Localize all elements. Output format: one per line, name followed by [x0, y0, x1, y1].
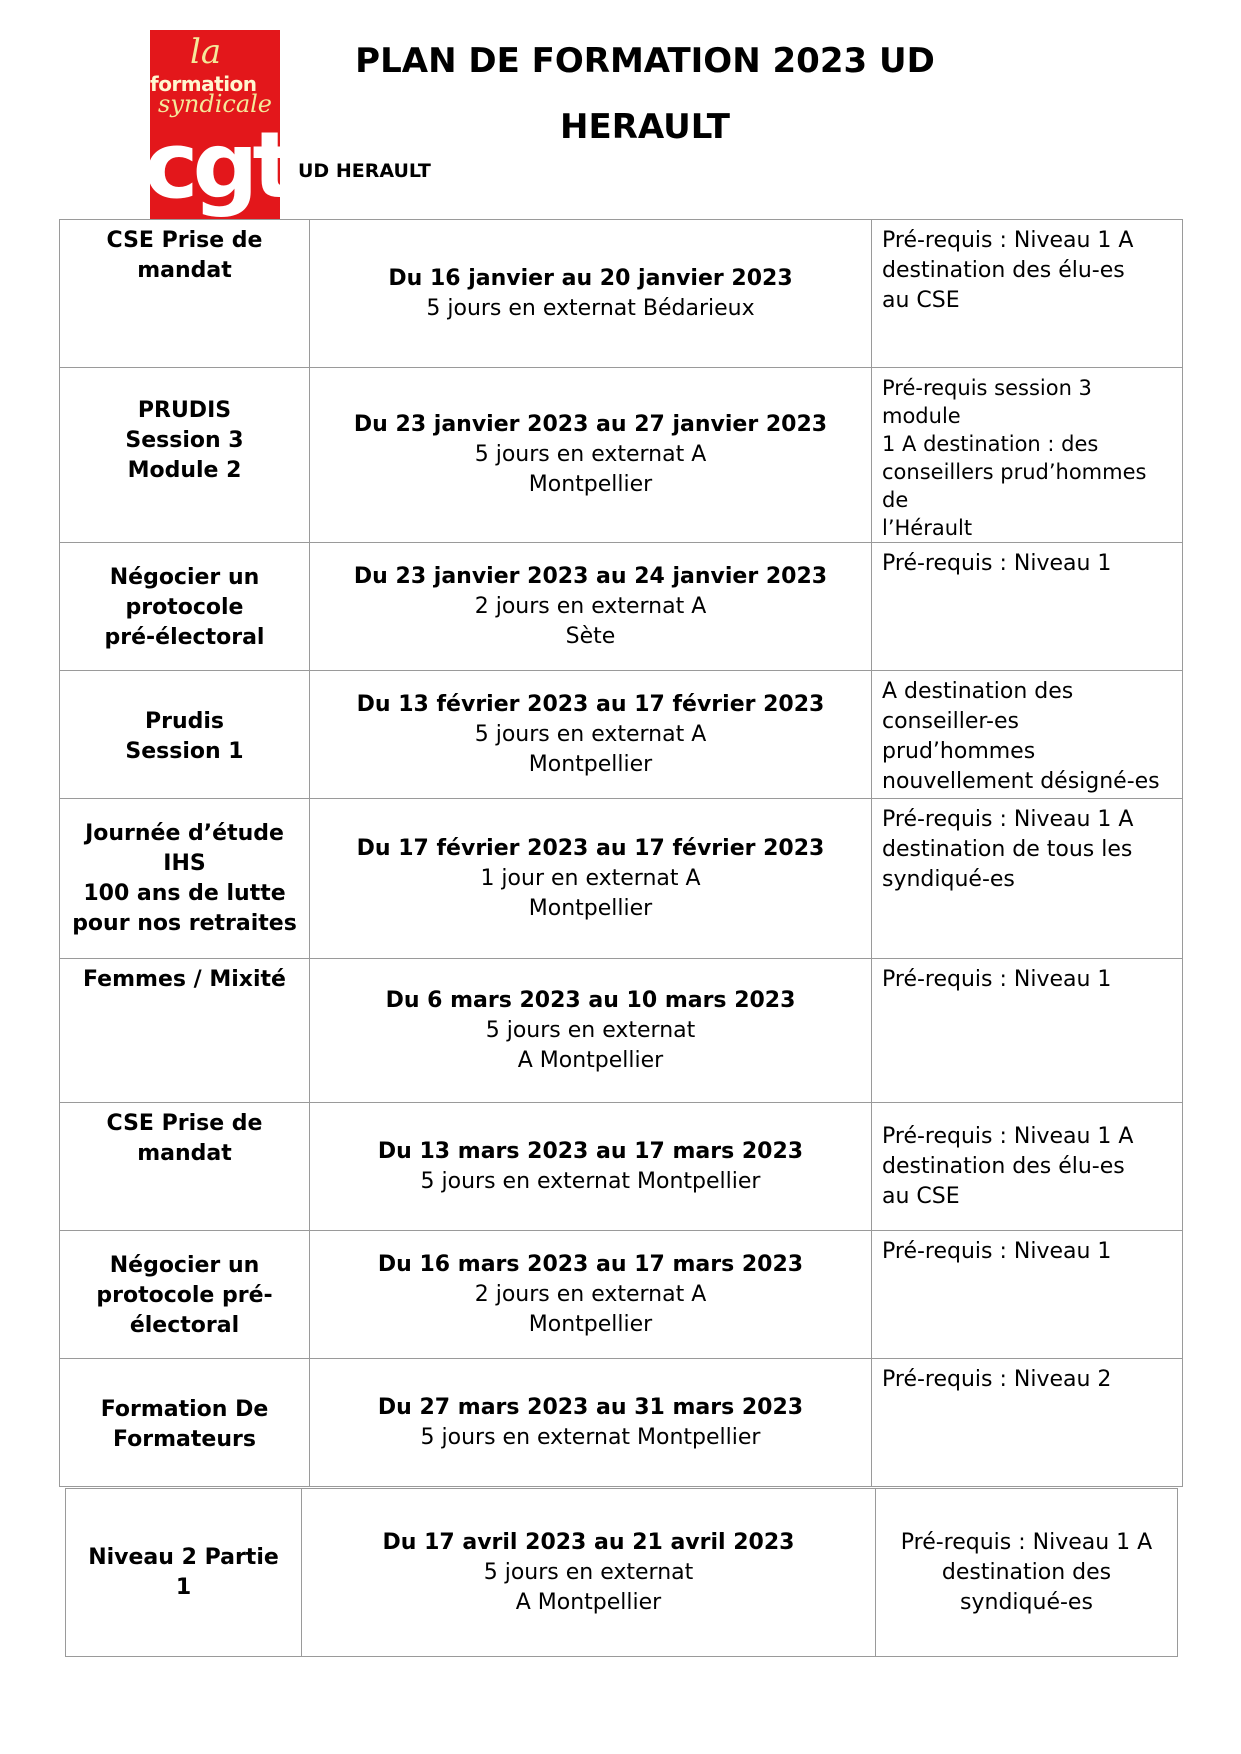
text-line: pré-électoral [104, 625, 265, 650]
training-title [60, 368, 310, 543]
text-line: A destination des [882, 679, 1074, 704]
table-row [60, 543, 1183, 671]
text-line: au CSE [882, 1183, 960, 1209]
training-date: Du 16 mars 2023 au 17 mars 2023 [377, 1251, 804, 1277]
logo-syndicale: syndicale [158, 90, 272, 118]
text-line: Pré-requis : Niveau 1 A [900, 1529, 1153, 1555]
text-line: Pré-requis : Niveau 1 [882, 551, 1112, 576]
text-line: Pré-requis : Niveau 1 A [882, 807, 1134, 832]
table-row [60, 1231, 1183, 1359]
training-notes [872, 368, 1183, 543]
text-line: 5 jours en externat [485, 1017, 696, 1043]
text-line: A Montpellier [517, 1047, 664, 1073]
text-line: 2 jours en externat A [474, 1281, 707, 1307]
cgt-formation-syndicale-logo [144, 30, 291, 220]
training-date-cell [310, 1103, 872, 1231]
table-row [66, 1489, 1178, 1657]
text-line: PRUDIS [137, 398, 232, 423]
training-date: Du 6 mars 2023 au 10 mars 2023 [385, 987, 796, 1013]
training-date: Du 27 mars 2023 au 31 mars 2023 [377, 1394, 804, 1420]
text-line: Formation De [100, 1397, 269, 1422]
text-line: destination des [941, 1559, 1112, 1585]
text-line: Négocier un [109, 565, 260, 590]
text-line: Négocier un [109, 1253, 260, 1278]
training-notes [872, 543, 1183, 671]
text-line: Formateurs [113, 1427, 256, 1452]
text-line: Session 3 [125, 428, 244, 453]
text-line: 2 jours en externat A [474, 593, 707, 619]
table-row [60, 1103, 1183, 1231]
text-line: mandat [137, 1141, 232, 1166]
text-line: 1 A destination : des [882, 432, 1099, 456]
text-line: Prudis [144, 709, 225, 734]
training-date: Du 16 janvier au 20 janvier 2023 [388, 265, 793, 291]
training-date: Du 13 février 2023 au 17 février 2023 [356, 691, 825, 717]
training-notes [872, 1359, 1183, 1487]
text-line: Pré-requis session 3 module [882, 376, 1092, 428]
training-notes [872, 1231, 1183, 1359]
training-date-cell [310, 368, 872, 543]
text-line: Sète [565, 623, 616, 649]
table-row [60, 368, 1183, 543]
training-date-cell [310, 543, 872, 671]
table-row [60, 1359, 1183, 1487]
training-notes [872, 959, 1183, 1103]
training-date-cell [310, 799, 872, 959]
text-line: Journée d’étude [85, 821, 284, 846]
logo-cgt: cgt [144, 112, 291, 219]
text-line: destination des élu-es [882, 258, 1125, 283]
training-title [60, 799, 310, 959]
text-line: Pré-requis : Niveau 1 A [882, 228, 1134, 253]
text-line: électoral [129, 1313, 240, 1338]
text-line: 5 jours en externat A [474, 721, 707, 747]
logo-formation: formation [150, 72, 257, 96]
text-line: 5 jours en externat Montpellier [420, 1424, 761, 1450]
text-line: 5 jours en externat A [474, 442, 707, 467]
table-row [60, 220, 1183, 368]
text-line: Montpellier [528, 895, 653, 921]
training-date: Du 23 janvier 2023 au 24 janvier 2023 [353, 563, 828, 589]
text-line: Module 2 [127, 458, 242, 483]
training-notes [876, 1489, 1178, 1657]
table-row [60, 671, 1183, 799]
training-date-cell [310, 220, 872, 368]
training-date-cell [302, 1489, 876, 1657]
table-row [60, 799, 1183, 959]
text-line: Pré-requis : Niveau 1 [882, 967, 1112, 992]
training-notes [872, 671, 1183, 799]
text-line: l’Hérault [882, 516, 973, 540]
text-line: Femmes / Mixité [83, 967, 286, 992]
training-title [60, 1231, 310, 1359]
text-line: Niveau 2 Partie [88, 1544, 279, 1570]
text-line: 5 jours en externat Montpellier [420, 1168, 761, 1194]
training-date: Du 23 janvier 2023 au 27 janvier 2023 [353, 412, 828, 437]
training-table [59, 219, 1183, 1487]
training-title [60, 671, 310, 799]
table-row [60, 959, 1183, 1103]
text-line: Pré-requis : Niveau 2 [882, 1367, 1112, 1392]
logo-la: la [190, 32, 222, 72]
text-line: nouvellement désigné-es [882, 769, 1160, 794]
text-line: A Montpellier [515, 1589, 662, 1615]
text-line: conseiller-es [882, 709, 1019, 734]
text-line: syndiqué-es [960, 1589, 1093, 1615]
text-line: syndiqué-es [882, 867, 1015, 892]
training-table-2 [65, 1488, 1178, 1657]
text-line: Montpellier [528, 751, 653, 777]
text-line: 5 jours en externat Bédarieux [426, 295, 755, 321]
training-title [60, 1359, 310, 1487]
training-notes [872, 1103, 1183, 1231]
text-line: Montpellier [528, 472, 653, 497]
org-name: UD HERAULT [298, 160, 431, 182]
text-line: conseillers prud’hommes de [882, 460, 1147, 512]
text-line: au CSE [882, 288, 960, 313]
text-line: 5 jours en externat [483, 1559, 694, 1585]
text-line: 1 [175, 1574, 192, 1600]
text-line: IHS [163, 851, 206, 876]
training-title [60, 220, 310, 368]
training-date: Du 13 mars 2023 au 17 mars 2023 [377, 1138, 804, 1164]
training-date-cell [310, 1359, 872, 1487]
training-date-cell [310, 1231, 872, 1359]
training-title [60, 543, 310, 671]
text-line: protocole pré- [96, 1283, 273, 1308]
text-line: CSE Prise de [106, 1111, 263, 1136]
text-line: 100 ans de lutte [83, 881, 286, 906]
training-title [66, 1489, 302, 1657]
training-title [60, 959, 310, 1103]
text-line: pour nos retraites [72, 911, 297, 936]
text-line: 1 jour en externat A [480, 865, 701, 891]
text-line: Montpellier [528, 1311, 653, 1337]
training-date-cell [310, 671, 872, 799]
training-notes [872, 799, 1183, 959]
training-date: Du 17 avril 2023 au 21 avril 2023 [382, 1529, 795, 1555]
text-line: prud’hommes [882, 739, 1036, 764]
text-line: destination de tous les [882, 837, 1133, 862]
text-line: protocole [125, 595, 244, 620]
training-title [60, 1103, 310, 1231]
training-date: Du 17 février 2023 au 17 février 2023 [356, 835, 825, 861]
text-line: Pré-requis : Niveau 1 A [882, 1123, 1134, 1149]
text-line: Pré-requis : Niveau 1 [882, 1239, 1112, 1264]
text-line: Session 1 [125, 739, 244, 764]
text-line: CSE Prise de [106, 228, 263, 253]
page-title: PLAN DE FORMATION 2023 UD HERAULT [355, 41, 935, 147]
text-line: destination des élu-es [882, 1153, 1125, 1179]
text-line: mandat [137, 258, 232, 283]
training-notes [872, 220, 1183, 368]
training-date-cell [310, 959, 872, 1103]
